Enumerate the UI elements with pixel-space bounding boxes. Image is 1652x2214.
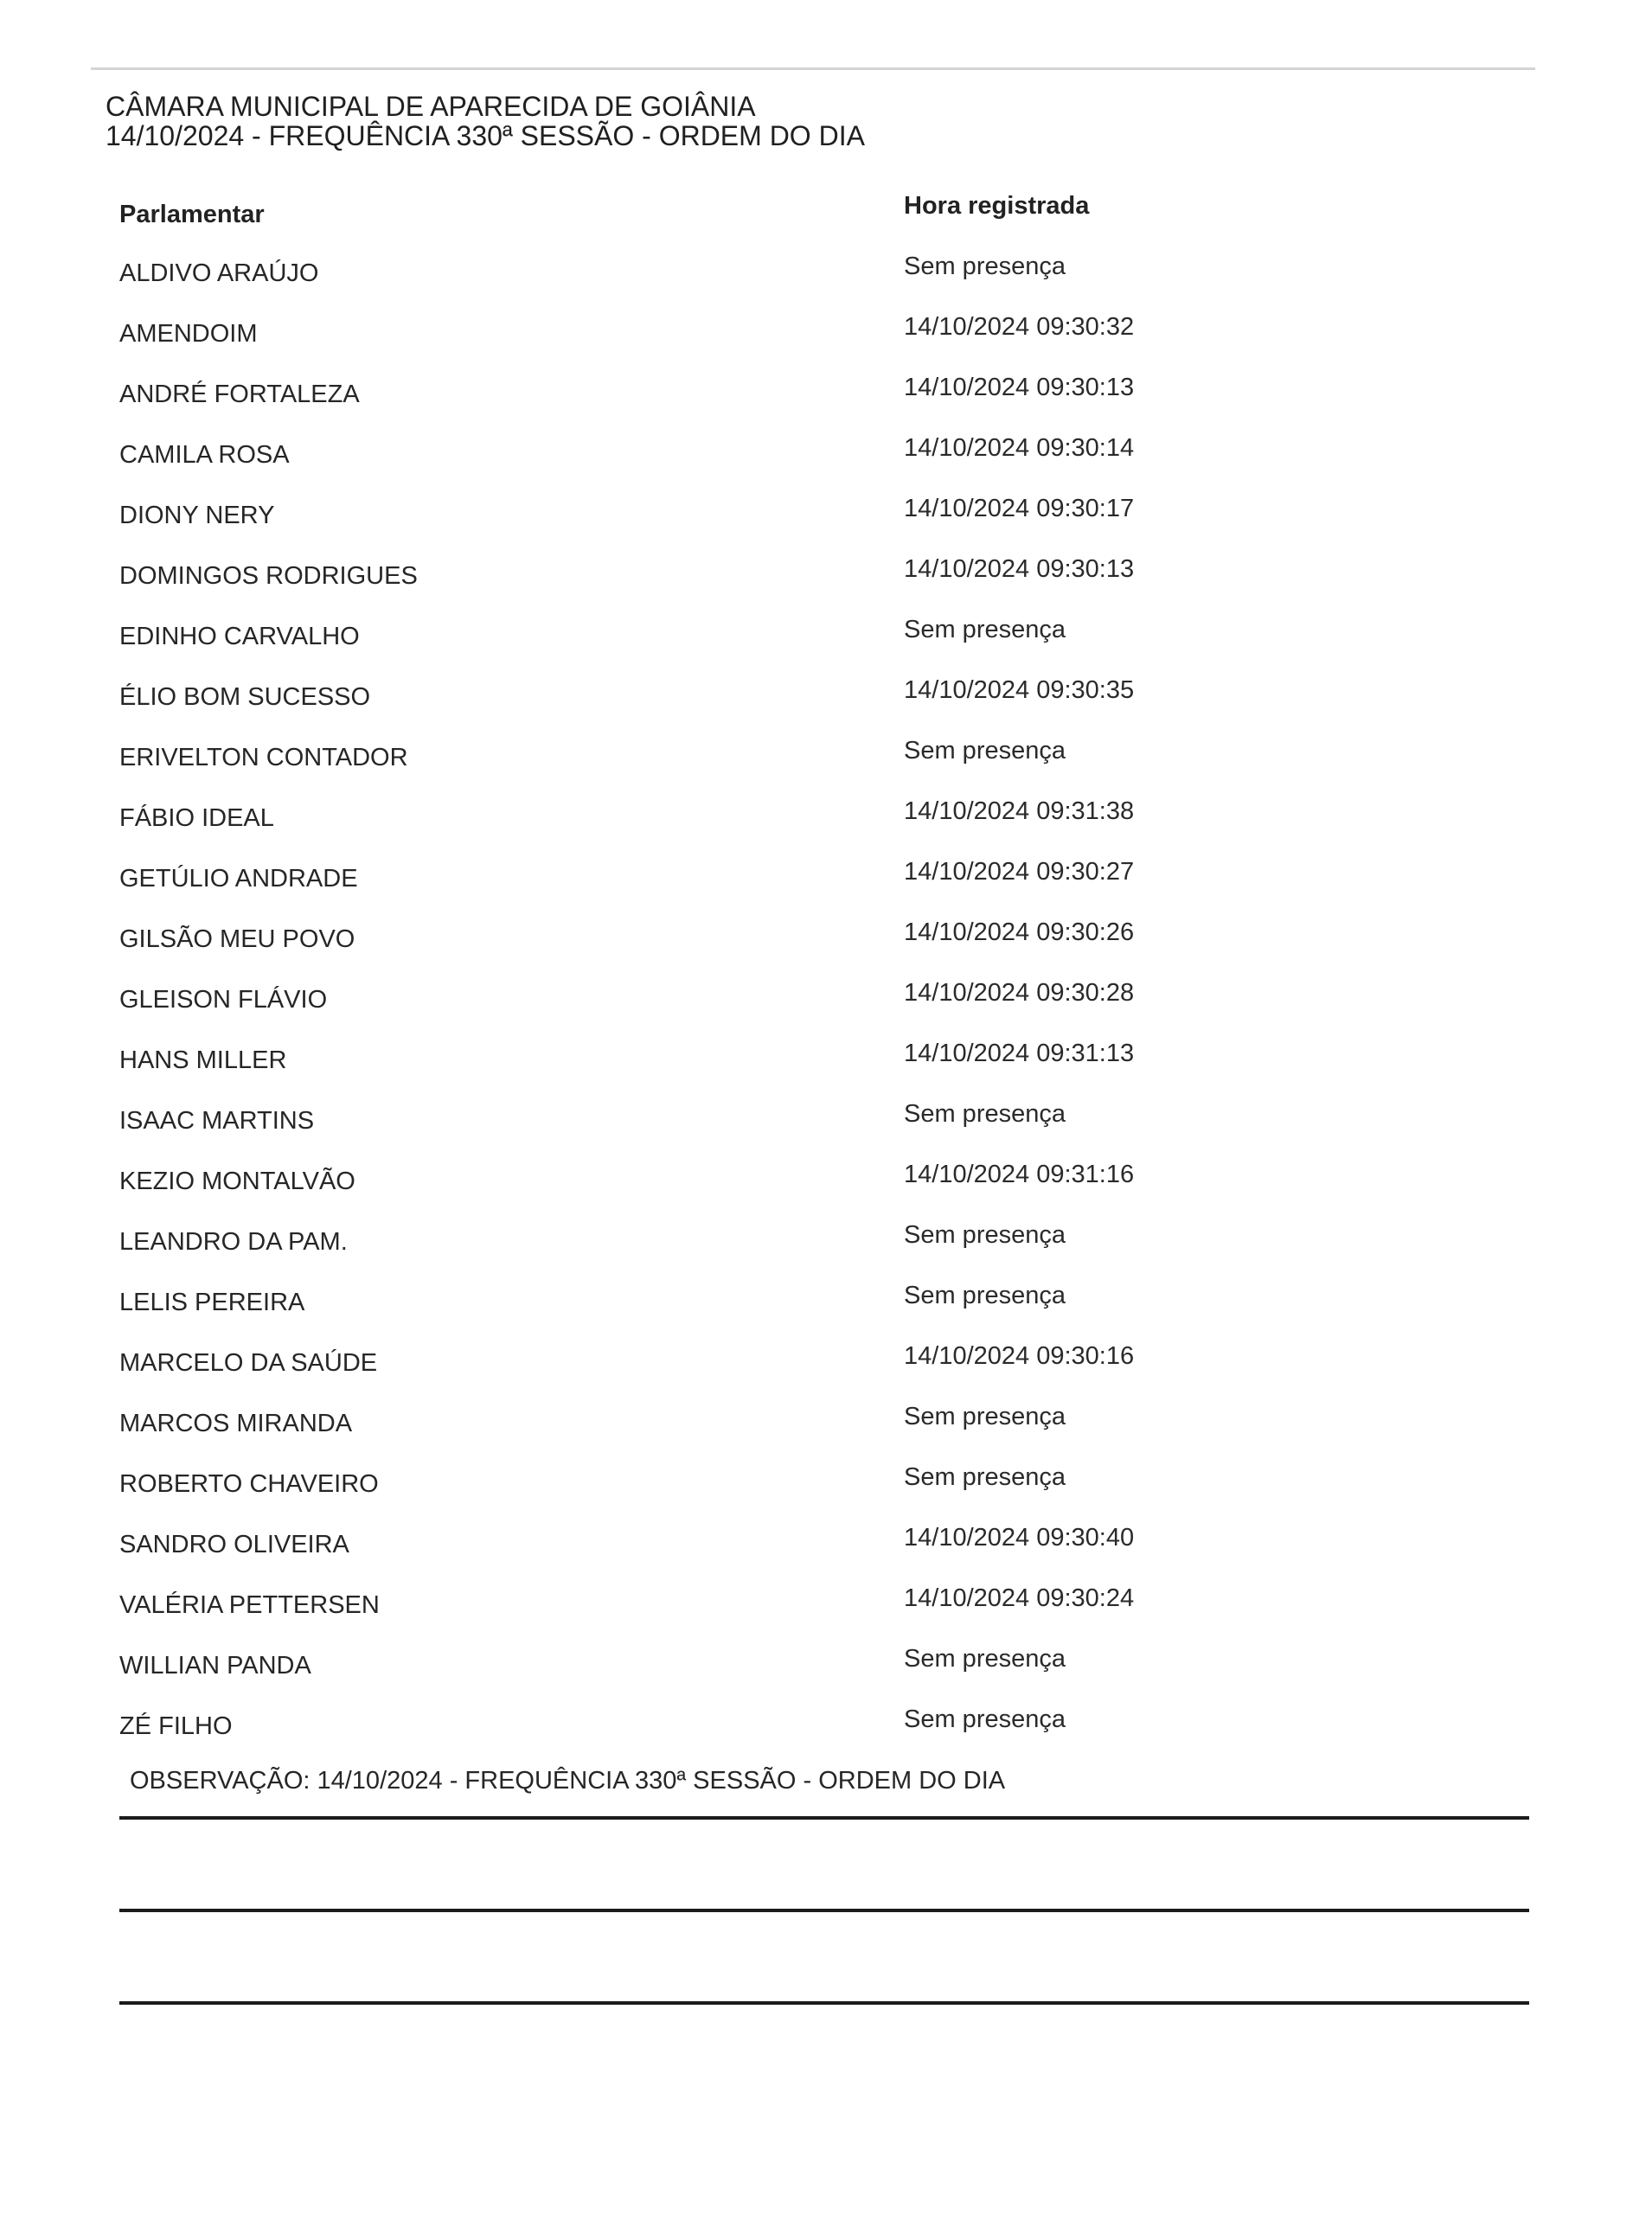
table-row: [0, 1161, 1652, 1202]
row-time: 14/10/2024 09:30:40: [904, 1524, 1135, 1552]
row-time: 14/10/2024 09:30:13: [904, 555, 1135, 583]
table-row: [0, 797, 1652, 839]
table-row: [0, 918, 1652, 960]
table-row: [0, 1705, 1652, 1747]
row-time: Sem presença: [904, 1403, 1066, 1430]
row-time: 14/10/2024 09:30:26: [904, 918, 1135, 946]
table-row: [0, 676, 1652, 718]
row-name: AMENDOIM: [119, 320, 258, 348]
row-time: 14/10/2024 09:30:28: [904, 979, 1135, 1007]
table-row: [0, 313, 1652, 355]
table-row: [0, 858, 1652, 899]
institution-title: CÂMARA MUNICIPAL DE APARECIDA DE GOIÂNIA: [106, 91, 756, 122]
table-row: [0, 495, 1652, 536]
attendance-table-header: [0, 192, 1652, 234]
row-name: HANS MILLER: [119, 1046, 287, 1074]
row-time: 14/10/2024 09:30:35: [904, 676, 1135, 704]
row-name: SANDRO OLIVEIRA: [119, 1531, 349, 1558]
row-time: 14/10/2024 09:30:13: [904, 374, 1135, 401]
table-row: [0, 1221, 1652, 1263]
table-row: [0, 1403, 1652, 1444]
table-row: [0, 253, 1652, 294]
row-name: CAMILA ROSA: [119, 441, 290, 469]
row-name: WILLIAN PANDA: [119, 1652, 311, 1680]
row-name: ÉLIO BOM SUCESSO: [119, 683, 371, 711]
table-row: [0, 1100, 1652, 1142]
table-row: [0, 1645, 1652, 1686]
row-name: GETÚLIO ANDRADE: [119, 865, 358, 893]
row-time: 14/10/2024 09:31:13: [904, 1040, 1135, 1067]
document-header: [106, 92, 865, 150]
row-time: 14/10/2024 09:30:17: [904, 495, 1135, 522]
signature-line: [119, 2001, 1529, 2005]
table-row: [0, 555, 1652, 597]
table-row: [0, 737, 1652, 778]
row-time: Sem presença: [904, 1282, 1066, 1309]
observation-text: OBSERVAÇÃO: 14/10/2024 - FREQUÊNCIA 330ª SESSÃO - ORDEM DO DIA: [130, 1767, 1006, 1795]
top-rule: [91, 67, 1535, 70]
row-name: LELIS PEREIRA: [119, 1289, 305, 1316]
row-time: Sem presença: [904, 1100, 1066, 1128]
row-time: Sem presença: [904, 1463, 1066, 1491]
row-time: Sem presença: [904, 253, 1066, 280]
table-row: [0, 616, 1652, 657]
table-row: [0, 1342, 1652, 1384]
row-name: MARCOS MIRANDA: [119, 1410, 353, 1437]
row-name: GLEISON FLÁVIO: [119, 986, 328, 1014]
row-name: LEANDRO DA PAM.: [119, 1228, 348, 1256]
row-name: ROBERTO CHAVEIRO: [119, 1470, 379, 1498]
table-row: [0, 1584, 1652, 1626]
row-time: 14/10/2024 09:30:16: [904, 1342, 1135, 1370]
table-row: [0, 1524, 1652, 1565]
table-row: [0, 374, 1652, 415]
row-time: 14/10/2024 09:30:32: [904, 313, 1135, 341]
column-header-parlamentar: Parlamentar: [119, 201, 265, 228]
row-time: Sem presença: [904, 1221, 1066, 1249]
table-row: [0, 1463, 1652, 1505]
row-name: ERIVELTON CONTADOR: [119, 744, 408, 771]
row-name: FÁBIO IDEAL: [119, 804, 274, 832]
table-row: [0, 434, 1652, 476]
row-name: KEZIO MONTALVÃO: [119, 1168, 355, 1195]
row-time: 14/10/2024 09:30:24: [904, 1584, 1135, 1612]
row-name: GILSÃO MEU POVO: [119, 925, 355, 953]
row-name: ZÉ FILHO: [119, 1712, 233, 1740]
signature-line: [119, 1816, 1529, 1820]
row-name: DOMINGOS RODRIGUES: [119, 562, 418, 590]
row-time: 14/10/2024 09:31:16: [904, 1161, 1135, 1188]
row-name: EDINHO CARVALHO: [119, 623, 360, 650]
row-name: MARCELO DA SAÚDE: [119, 1349, 378, 1377]
row-time: 14/10/2024 09:30:27: [904, 858, 1135, 886]
row-name: DIONY NERY: [119, 502, 275, 529]
row-name: VALÉRIA PETTERSEN: [119, 1591, 380, 1619]
session-title: 14/10/2024 - FREQUÊNCIA 330ª SESSÃO - ORDEM DO DIA: [106, 120, 865, 151]
row-name: ISAAC MARTINS: [119, 1107, 315, 1135]
table-row: [0, 1040, 1652, 1081]
row-time: 14/10/2024 09:30:14: [904, 434, 1135, 462]
row-time: Sem presença: [904, 1705, 1066, 1733]
row-time: Sem presença: [904, 737, 1066, 765]
signature-line: [119, 1909, 1529, 1912]
table-row: [0, 1282, 1652, 1323]
row-time: Sem presença: [904, 1645, 1066, 1673]
row-name: ANDRÉ FORTALEZA: [119, 381, 360, 408]
column-header-hora-registrada: Hora registrada: [904, 192, 1090, 220]
row-name: ALDIVO ARAÚJO: [119, 259, 319, 287]
row-time: Sem presença: [904, 616, 1066, 643]
row-time: 14/10/2024 09:31:38: [904, 797, 1135, 825]
table-row: [0, 979, 1652, 1021]
